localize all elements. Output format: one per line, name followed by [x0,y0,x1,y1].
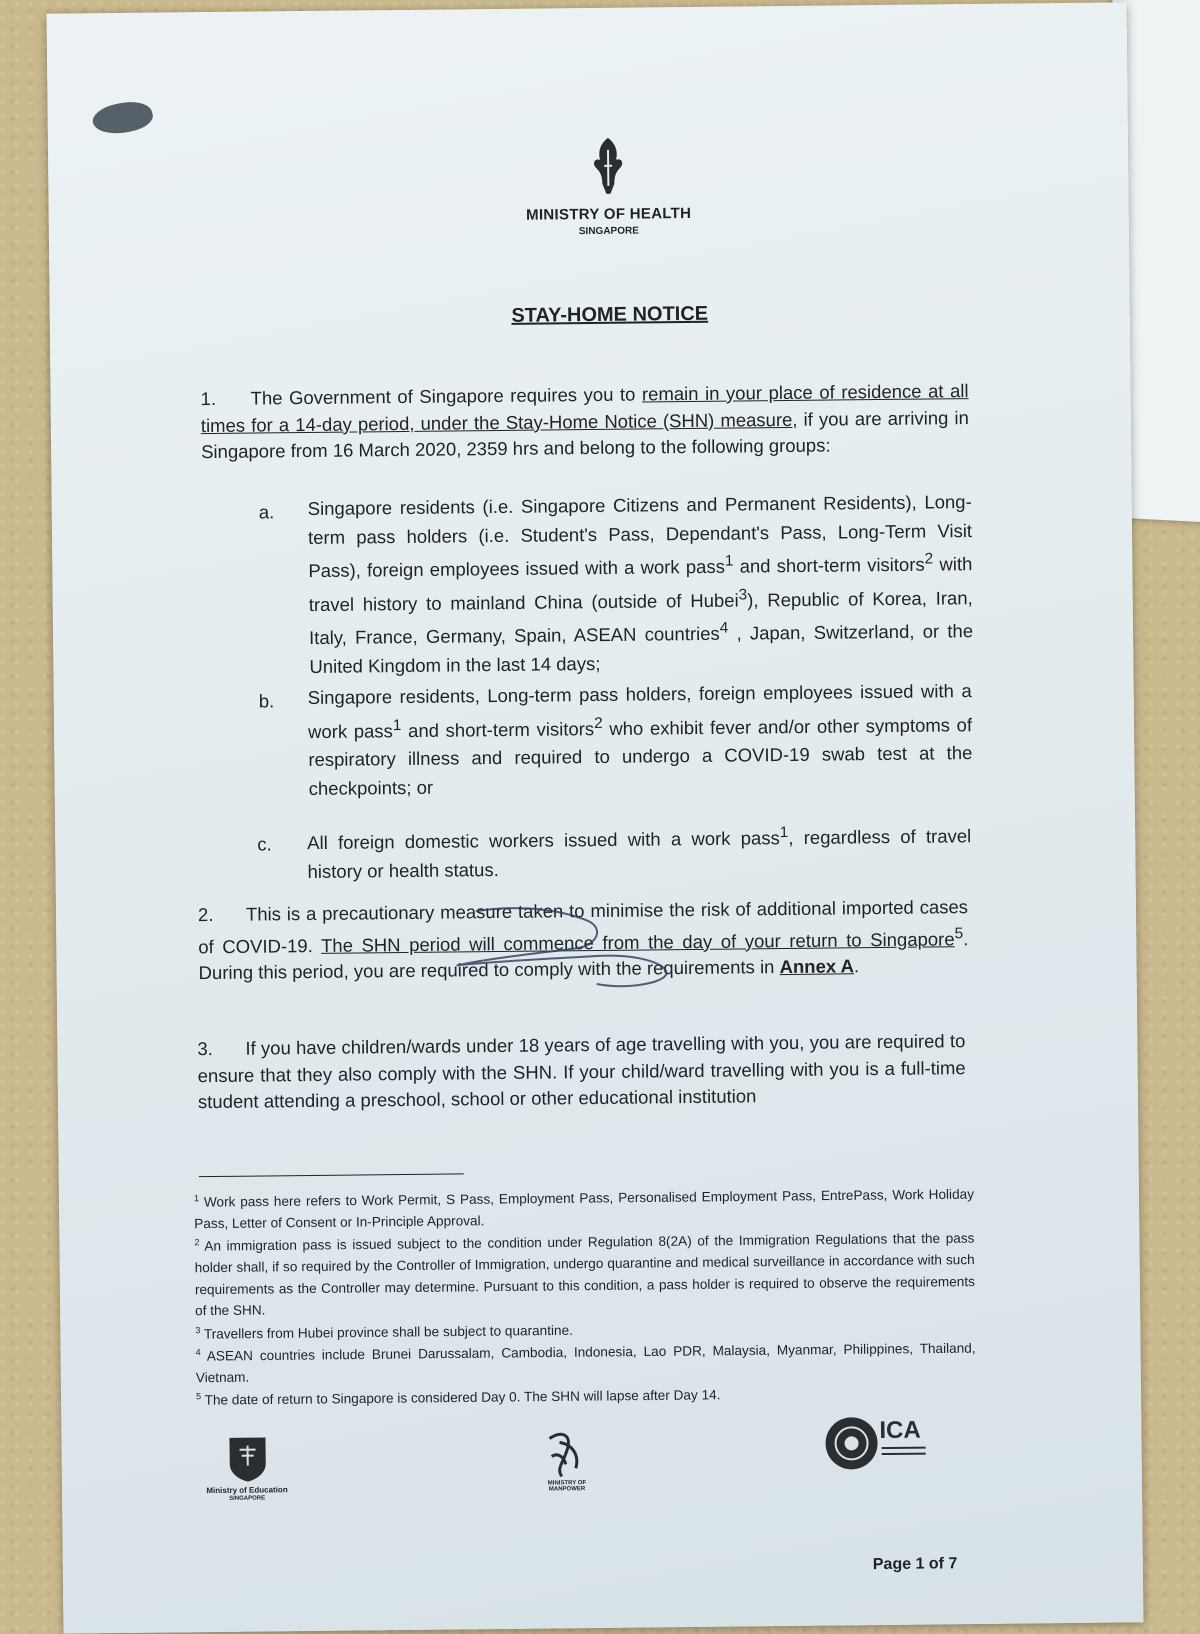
paragraph-1: 1. The Government of Singapore requires you to remain in your place of residence at all times for a 14-day period, under the Stay-Home Notice (SHN) measure, if you are arriving in Singapore from 16 March 2020, 2359 hrs and belong to the following groups: [200,380,969,463]
paragraph-number: 2. [197,904,214,926]
list-item-c: All foreign domestic workers issued with a work pass$^1$, regardless of travel history or health status. [307,823,972,882]
document-title: STAY-HOME NOTICE [511,302,709,327]
item-marker-b: b. [258,690,275,712]
document-page [47,2,1144,1633]
paragraph-3: 3. If you have children/wards under 18 years of age travelling with you, you are required to ensure that they also comply with the SHN. If your child/ward travelling with you is a full-time student attending a preschool, school or other educational institution [197,1030,966,1113]
footnote-2: $^2$ An immigration pass is issued subject to the condition under Regulation 8(2A) of the Immigration Regulations that the pass holder shall, if so required by the Controller of Immigration, undergo quarantine and medical surveillance in accordance with such requirements as the Controller may determine. Pursuant to this condition, a pass holder is required to observe the requirements of the SHN. [194,1230,975,1319]
moh-logo-icon [588,136,629,196]
paragraph-number: 3. [197,1038,213,1060]
ica-label: ICA [879,1416,921,1445]
underlined-text: The SHN period will commence from the day of your return to Singapore [320,927,955,956]
footnote-divider [199,1173,464,1177]
footnote-4: $^4$ ASEAN countries include Brunei Darussalam, Cambodia, Indonesia, Lao PDR, Malaysia, Myanmar, Philippines, Thailand, Vietnam. [195,1340,976,1386]
ink-stain [90,97,155,139]
list-item-a: Singapore residents (i.e. Singapore Citizens and Permanent Residents), Long-term pass holders (i.e. Student's Pass, Dependant's Pass, Long-Term Visit Pass), foreign employees issued with a work pass$^1$ and short-term visitors$^2$ with travel history to mainland China (outside of Hubei$^3$), Republic of Korea, Iran, Italy, France, Germany, Spain, ASEAN countries$^4$ , Japan, Switzerland, or the United Kingdom in the last 14 days; [307,491,974,677]
ica-emblem-icon [823,1415,880,1472]
mom-label: MINISTRY OF MANPOWER [547,1480,587,1493]
footnote-3: $^3$ Travellers from Hubei province shall be subject to quarantine. [195,1322,573,1342]
list-item-b: Singapore residents, Long-term pass holders, foreign employees issued with a work pass$^1$ and short-term visitors$^2$ who exhibit fever and/or other symptoms of respiratory illness and required to undergo a COVID-19 swab test at the checkpoints; or [307,680,973,799]
page-number: Page 1 of 7 [872,1555,958,1574]
paragraph-2: 2. This is a precautionary measure taken to minimise the risk of additional imported cases of COVID-19. The SHN period will commence from the day of your return to Singapore$^5$. During this period, you are required to comply with the requirements in Annex A. [197,896,969,984]
mom-logo-icon [541,1428,588,1478]
paragraph-number: 1. [200,387,217,410]
ministry-name: MINISTRY OF HEALTH [526,204,692,224]
moe-sublabel: SINGAPORE [229,1495,266,1502]
item-marker-c: c. [257,833,272,855]
footnote-5: $^5$ The date of return to Singapore is considered Day 0. The SHN will lapse after Day 14. [195,1387,721,1408]
ica-rule [882,1453,926,1455]
ministry-country: SINGAPORE [578,225,639,238]
footnote-1: $^1$ Work pass here refers to Work Permit, S Pass, Employment Pass, Personalised Employment Pass, EntrePass, Work Holiday Pass, Letter of Consent or In-Principle Approval. [193,1186,975,1232]
moe-crest-icon [227,1435,267,1481]
underlined-text: remain in your place of residence at all times for a 14-day period, under the Stay-Home Notice (SHN) measure, [200,380,969,436]
item-marker-a: a. [258,501,275,523]
annex-reference: Annex A [779,955,855,978]
moe-label: Ministry of Education [206,1485,288,1496]
ica-rule [882,1447,926,1449]
